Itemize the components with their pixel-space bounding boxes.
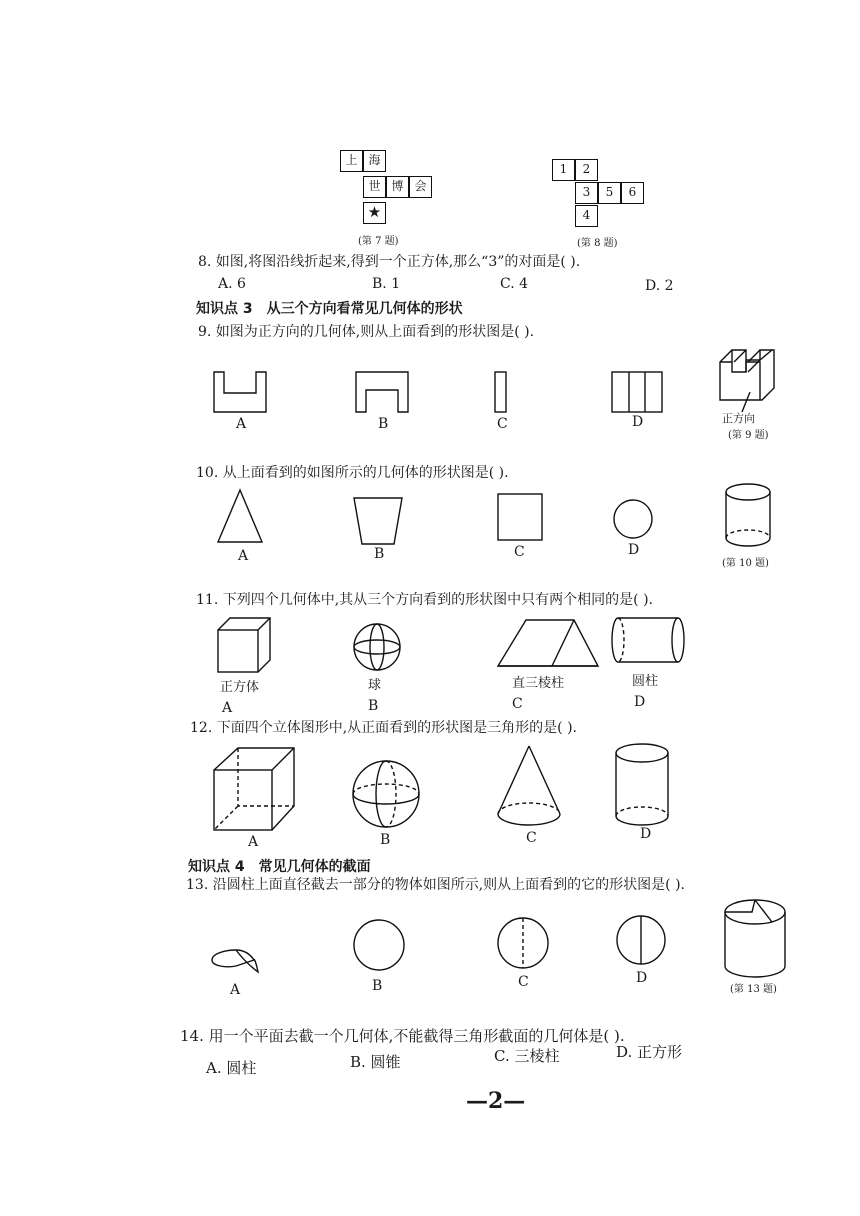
q10-cylinder-figure [722,480,774,550]
net-cell: 上 [340,150,363,172]
section-heading-3: 知识点 3 从三个方向看常见几何体的形状 [196,301,463,317]
net-cell: 海 [363,150,386,172]
option-label: D [632,414,644,430]
q9-option-a-shape [210,368,270,416]
option-label: B [378,416,389,432]
net-cell: 4 [575,205,598,227]
option-label: C [526,830,537,846]
q11-cube [214,614,274,676]
q13-option-d-circle-solid [614,912,668,968]
question-14-option: B. 圆锥 [350,1053,401,1071]
q11-cylinder [608,614,688,668]
q9-option-c-shape [490,368,514,416]
net-cell: 会 [409,176,432,198]
option-label: D [628,542,640,558]
question-14-stem: 14. 用一个平面去截一个几何体,不能截得三角形截面的几何体是( ). [180,1027,625,1045]
question-8-option: D. 2 [645,278,674,294]
option-label: D [640,826,652,842]
q13-option-b-circle [350,916,408,974]
question-14-option: D. 正方形 [616,1043,683,1061]
net-cell: 世 [363,176,386,198]
net-cell: 5 [598,182,621,204]
option-label: A [230,982,241,998]
question-8-option: C. 4 [500,276,529,292]
option-label: C [518,974,529,990]
option-label: A [222,700,233,716]
question-10-stem: 10. 从上面看到的如图所示的几何体的形状图是( ). [196,465,509,481]
question-11-stem: 11. 下列四个几何体中,其从三个方向看到的形状图中只有两个相同的是( ). [196,592,653,608]
q13-cut-cylinder-figure [720,892,790,982]
q10-option-a-triangle [214,486,266,548]
solid-name: 正方体 [220,680,260,695]
question-13-stem: 13. 沿圆柱上面直径截去一部分的物体如图所示,则从上面看到的它的形状图是( ). [186,877,685,893]
q10-option-d-circle [610,496,656,542]
option-label: A [236,416,247,432]
q11-triangular-prism [494,616,604,672]
solid-name: 直三棱柱 [512,676,565,691]
question-8-stem: 8. 如图,将图沿线折起来,得到一个正方体,那么“3”的对面是( ). [198,254,581,270]
star-icon: ★ [363,202,386,224]
question-8-option: A. 6 [218,276,246,292]
option-label: A [248,834,259,850]
question-14-option: C. 三棱柱 [494,1047,560,1065]
option-label: C [497,416,508,432]
solid-name: 圆柱 [632,674,659,689]
figure-7-caption: (第 7 题) [358,236,399,247]
q9-option-b-shape [352,368,412,416]
figure-13-caption: (第 13 题) [730,984,777,995]
q12-cylinder [612,740,672,830]
question-14-option: A. 圆柱 [206,1059,257,1077]
question-8-option: B. 1 [372,276,401,292]
q9-option-d-shape [608,368,668,416]
net-cell: 2 [575,159,598,181]
question-12-stem: 12. 下面四个立体图形中,从正面看到的形状图是三角形的是( ). [190,720,577,736]
option-label: D [636,970,648,986]
page-number: —2— [466,1088,526,1114]
option-label: B [368,698,379,714]
figure-9-caption: (第 9 题) [728,430,769,441]
q13-option-c-circle-dashed [494,914,552,972]
q10-option-c-square [494,490,546,544]
option-label: A [238,548,249,564]
q13-option-a-shape [206,942,266,978]
net-cell: 博 [386,176,409,198]
question-9-stem: 9. 如图为正方向的几何体,则从上面看到的形状图是( ). [198,324,535,340]
option-label: B [380,832,391,848]
option-label: B [374,546,385,562]
figure-8-caption: (第 8 题) [577,238,618,249]
q12-sphere [348,756,424,832]
q11-sphere [350,620,404,674]
q12-cone [494,742,564,832]
option-label: D [634,694,646,710]
section-heading-4: 知识点 4 常见几何体的截面 [188,859,371,875]
net-cell: 3 [575,182,598,204]
figure-10-caption: (第 10 题) [722,558,769,569]
option-label: C [514,544,525,560]
q9-solid-figure [712,338,792,416]
option-label: C [512,696,523,712]
q10-option-b-trapezoid [350,494,406,548]
option-label: B [372,978,383,994]
net-cell: 1 [552,159,575,181]
front-direction-label: 正方向 [722,412,755,425]
solid-name: 球 [368,678,382,693]
q12-cube [210,744,298,834]
net-cell: 6 [621,182,644,204]
